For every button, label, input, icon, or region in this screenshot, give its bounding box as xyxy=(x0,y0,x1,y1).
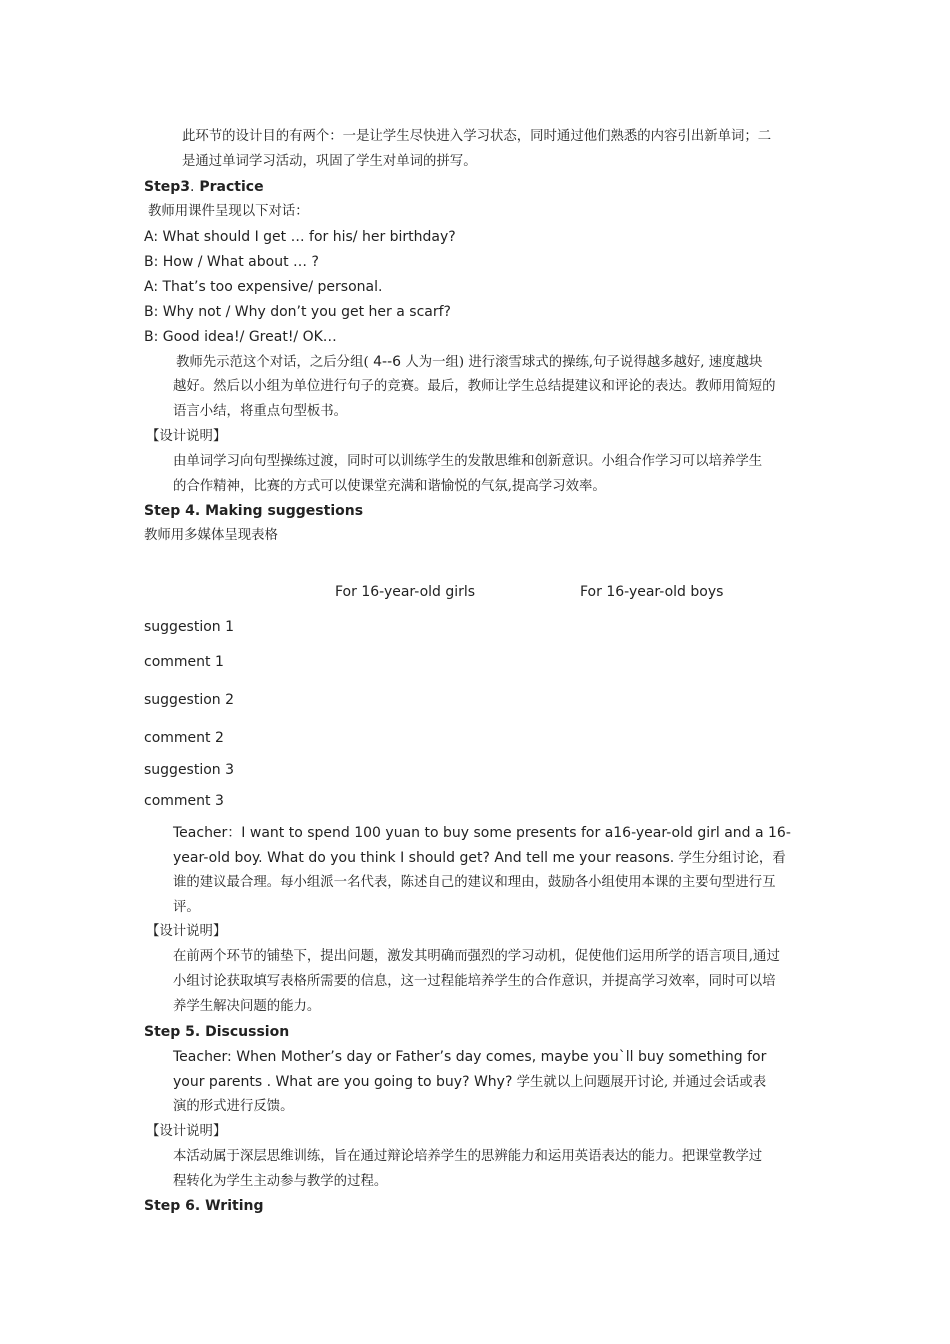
dialogue-line-5: B: Good idea!/ Great!/ OK… xyxy=(144,329,337,345)
step2-note-line2: 是通过单词学习活动，巩固了学生对单词的拼写。 xyxy=(182,154,477,169)
dialogue-line-1: A: What should I get … for his/ her birthday? xyxy=(144,229,456,245)
table-row-comment-2: comment 2 xyxy=(144,730,224,746)
step6-heading: Step 6. Writing xyxy=(144,1198,264,1214)
step3-heading xyxy=(144,178,264,196)
step5-teacher-line2-en: your parents . What are you going to buy? Why? xyxy=(173,1074,513,1090)
step4-design-line1: 在前两个环节的铺垫下，提出问题，激发其明确而强烈的学习动机，促使他们运用所学的语言项目,通过 xyxy=(173,949,780,964)
table-row-suggestion-1: suggestion 1 xyxy=(144,619,235,635)
step3-para-line1-b: 4--6 xyxy=(368,354,402,370)
step5-teacher-line2 xyxy=(173,1073,766,1092)
step3-intro: 教师用课件呈现以下对话： xyxy=(148,204,309,219)
step3-para-line1-c: 人为一组) 进行滚雪球式的操练,句子说得越多越好, 速度越块 xyxy=(401,355,763,370)
step3-para-line2: 越好。然后以小组为单位进行句子的竞赛。最后，教师让学生总结提建议和评论的表达。教师用简短的 xyxy=(173,379,776,394)
step2-note-line1: 此环节的设计目的有两个：一是让学生尽快进入学习状态，同时通过他们熟悉的内容引出新单词；二 xyxy=(182,129,772,144)
step5-teacher-line2-cn: 学生就以上问题展开讨论, 并通过会话或表 xyxy=(512,1075,767,1090)
step5-teacher-line3: 演的形式进行反馈。 xyxy=(173,1099,294,1114)
table-row-suggestion-2: suggestion 2 xyxy=(144,692,235,708)
step3-heading-title: Practice xyxy=(194,179,264,195)
table-row-comment-1: comment 1 xyxy=(144,654,224,670)
step5-design-label: 【设计说明】 xyxy=(146,1124,227,1139)
step4-teacher-line3: 谁的建议最合理。每小组派一名代表，陈述自己的建议和理由，鼓励各小组使用本课的主要句型进行互 xyxy=(173,875,776,890)
step4-teacher-line4: 评。 xyxy=(173,900,200,915)
step4-intro: 教师用多媒体呈现表格 xyxy=(144,528,278,543)
step4-design-label: 【设计说明】 xyxy=(146,924,227,939)
step3-para-line1-a: 教师先示范这个对话，之后分组( xyxy=(176,355,369,370)
table-row-comment-3: comment 3 xyxy=(144,793,224,809)
step3-design-line1: 由单词学习向句型操练过渡，同时可以训练学生的发散思维和创新意识。小组合作学习可以培养学生 xyxy=(173,454,763,469)
dialogue-line-4: B: Why not / Why don’t you get her a scarf? xyxy=(144,304,451,320)
step5-teacher-line1: Teacher: When Mother’s day or Father’s day comes, maybe you`ll buy something for xyxy=(173,1049,767,1065)
step4-design-line2: 小组讨论获取填写表格所需要的信息，这一过程能培养学生的合作意识，并提高学习效率，同时可以培 xyxy=(173,974,776,989)
step3-heading-dot: . xyxy=(190,179,195,195)
step4-teacher-line1: Teacher：I want to spend 100 yuan to buy some presents for a16-year-old girl and a 16- xyxy=(173,825,791,841)
step4-teacher-line2-cn: 学生分组讨论，看 xyxy=(674,851,786,866)
dialogue-line-2: B: How / What about … ? xyxy=(144,254,319,270)
step5-design-line1: 本活动属于深层思维训练，旨在通过辩论培养学生的思辨能力和运用英语表达的能力。把课堂教学过 xyxy=(173,1149,763,1164)
table-row-suggestion-3: suggestion 3 xyxy=(144,762,235,778)
step3-para-line3: 语言小结，将重点句型板书。 xyxy=(173,404,348,419)
step4-heading: Step 4. Making suggestions xyxy=(144,503,364,519)
dialogue-line-3: A: That’s too expensive/ personal. xyxy=(144,279,383,295)
step4-teacher-line2 xyxy=(173,849,786,868)
step5-heading: Step 5. Discussion xyxy=(144,1024,290,1040)
step3-heading-number: Step3 xyxy=(144,179,191,195)
step3-design-label: 【设计说明】 xyxy=(146,429,227,444)
table-header-girls: For 16-year-old girls xyxy=(335,584,476,600)
step4-teacher-line2-en: year-old boy. What do you think I should get? And tell me your reasons. xyxy=(173,850,675,866)
step3-design-line2: 的合作精神，比赛的方式可以使课堂充满和谐愉悦的气氛,提高学习效率。 xyxy=(173,479,606,494)
step4-design-line3: 养学生解决问题的能力。 xyxy=(173,999,321,1014)
table-header-boys: For 16-year-old boys xyxy=(580,584,724,600)
step3-para-line1 xyxy=(176,353,762,372)
step5-design-line2: 程转化为学生主动参与教学的过程。 xyxy=(173,1174,388,1189)
